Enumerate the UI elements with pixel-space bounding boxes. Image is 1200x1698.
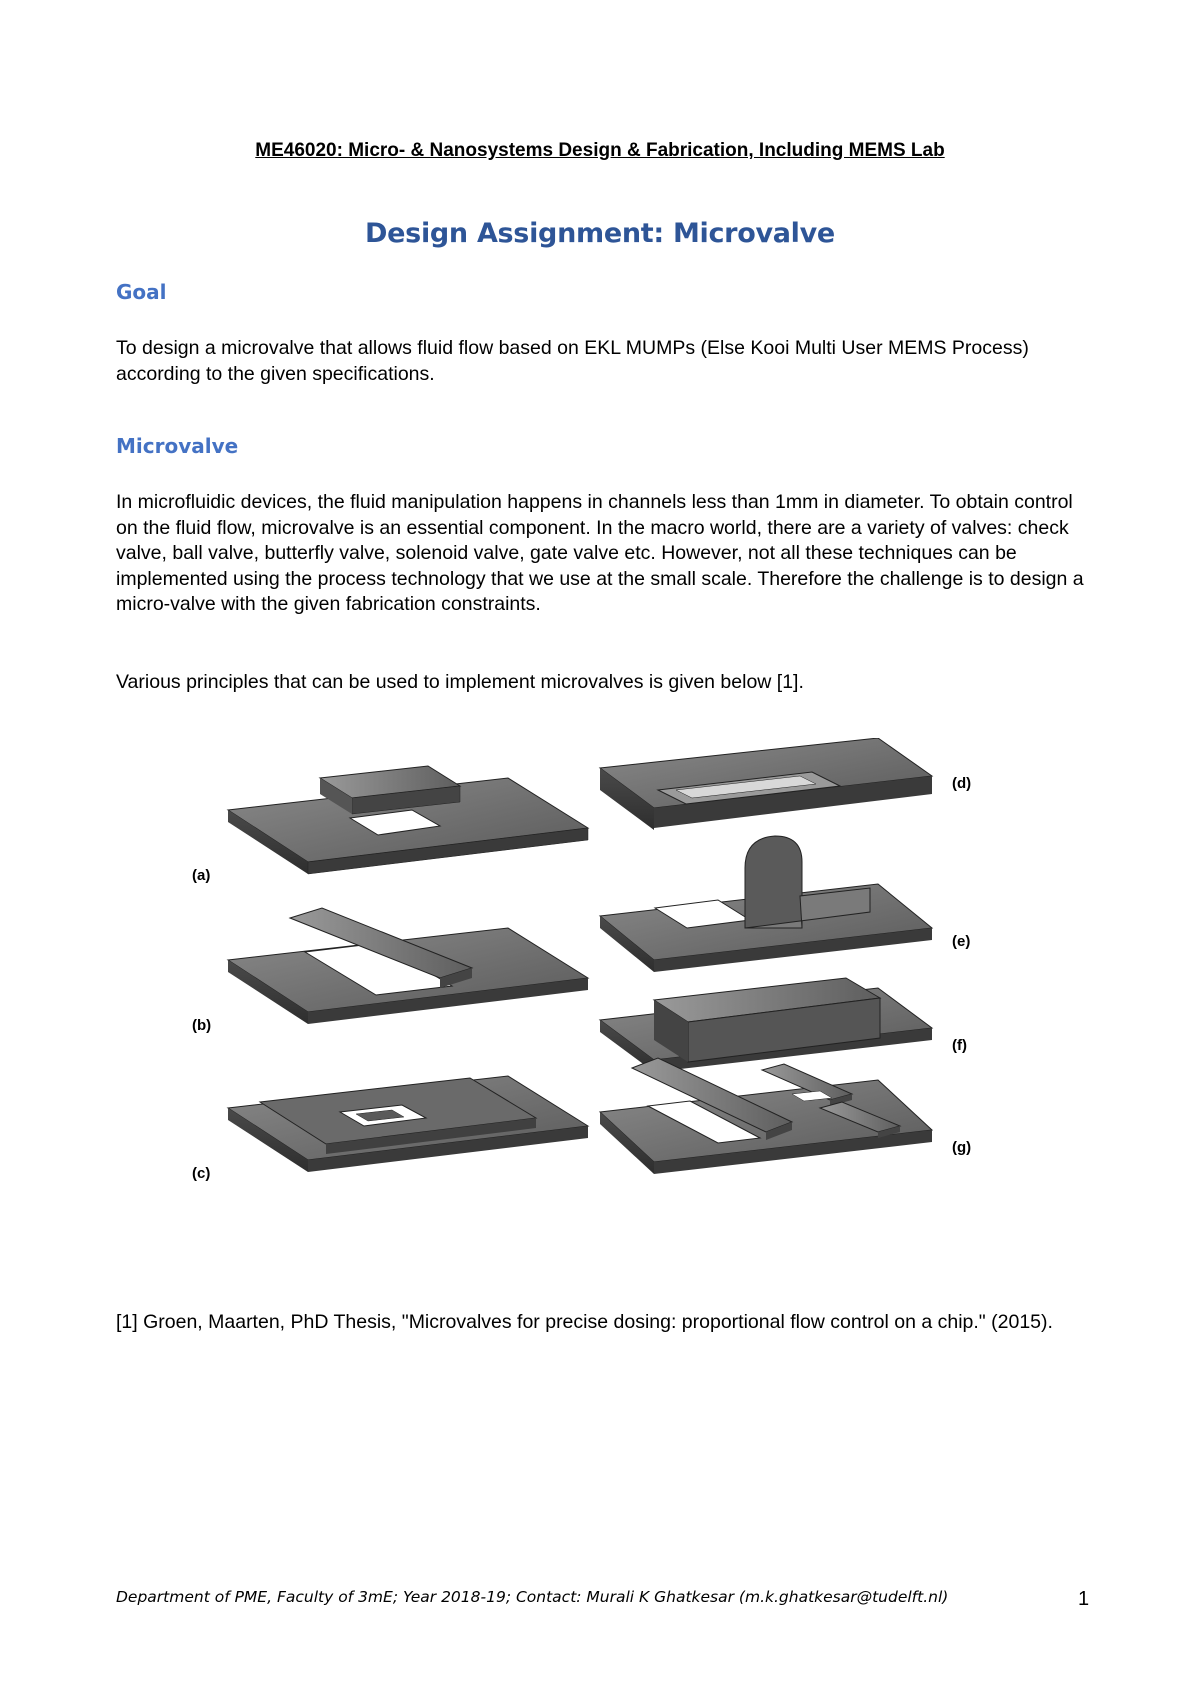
label-c: (c) xyxy=(192,1165,211,1182)
goal-heading: Goal xyxy=(116,280,167,304)
valve-a xyxy=(228,766,588,874)
valve-d xyxy=(600,738,932,830)
valve-c xyxy=(228,1076,588,1172)
label-f: (f) xyxy=(952,1037,967,1054)
valve-b xyxy=(228,908,588,1024)
microvalve-principles-figure xyxy=(180,738,1020,1268)
valve-g xyxy=(600,1058,932,1174)
footer-contact: Department of PME, Faculty of 3mE; Year 2018-19; Contact: Murali K Ghatkesar (m.k.ghatkesar@tudelft.nl) xyxy=(116,1588,949,1606)
document-title: Design Assignment: Microvalve xyxy=(365,218,835,249)
microvalve-diagram xyxy=(180,738,1020,1268)
valve-e xyxy=(600,836,932,972)
valve-f xyxy=(600,978,932,1072)
goal-text: To design a microvalve that allows fluid flow based on EKL MUMPs (Else Kooi Multi User MEMS Process) according to the given specifications. xyxy=(116,337,1029,385)
page-number: 1 xyxy=(1078,1588,1090,1610)
reference-text: [1] Groen, Maarten, PhD Thesis, "Microvalves for precise dosing: proportional flow control on a chip." (2015). xyxy=(116,1311,1053,1333)
microvalve-heading: Microvalve xyxy=(116,434,239,458)
label-e: (e) xyxy=(952,933,971,950)
label-g: (g) xyxy=(952,1139,972,1156)
label-d: (d) xyxy=(952,775,972,792)
principles-text: Various principles that can be used to implement microvalves is given below [1]. xyxy=(116,671,804,693)
microvalve-text: In microfluidic devices, the fluid manipulation happens in channels less than 1mm in diameter. To obtain control on the fluid flow, microvalve is an essential component. In the macro world, there are a variety of valves: check valve, ball valve, butterfly valve, solenoid valve, gate valve etc. However, not all these techniques can be implemented using the process technology that we use at the small scale. Therefore the challenge is to design a micro-valve with the given fabrication constraints. xyxy=(116,491,1084,615)
label-a: (a) xyxy=(192,867,211,884)
course-title: ME46020: Micro- & Nanosystems Design & Fabrication, Including MEMS Lab xyxy=(255,140,945,161)
label-b: (b) xyxy=(192,1017,212,1034)
